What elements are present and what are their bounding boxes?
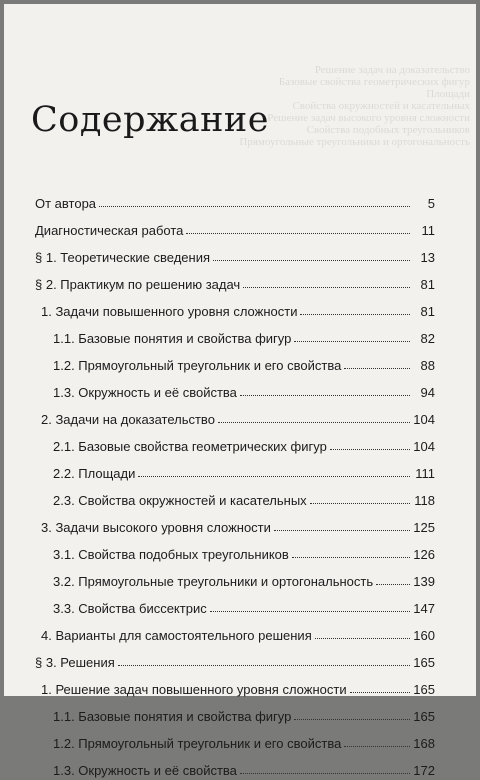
toc-entry-page-number: 165 [413, 709, 435, 724]
toc-entry-label: 2.2. Площади [53, 466, 136, 481]
table-of-contents [35, 186, 435, 780]
dot-leader [99, 206, 410, 207]
dot-leader [376, 584, 410, 585]
ghost-line: Решение задач высокого уровня сложности [267, 112, 470, 124]
toc-entry[interactable] [35, 537, 435, 564]
ghost-line: Свойства подобных треугольников [306, 124, 470, 136]
book-page [4, 4, 476, 778]
toc-entry[interactable] [35, 213, 435, 240]
toc-entry-page-number: 165 [413, 682, 435, 697]
toc-entry-page-number: 172 [413, 763, 435, 778]
toc-entry-label: 3.1. Свойства подобных треугольников [53, 547, 289, 562]
dot-leader [243, 287, 410, 288]
toc-entry-page-number: 104 [413, 412, 435, 427]
ghost-line: Площади [426, 88, 470, 100]
toc-entry-label: 3.3. Свойства биссектрис [53, 601, 207, 616]
toc-entry[interactable] [35, 591, 435, 618]
toc-entry-page-number: 81 [420, 277, 435, 292]
ghost-line: Свойства окружностей и касательных [292, 100, 470, 112]
toc-entry[interactable] [35, 753, 435, 780]
toc-entry-page-number: 104 [413, 439, 435, 454]
toc-entry[interactable] [35, 429, 435, 456]
dot-leader [292, 557, 410, 558]
toc-entry[interactable] [35, 564, 435, 591]
dot-leader [213, 260, 410, 261]
ghost-line: Прямоугольные треугольники и ортогональность [239, 136, 470, 148]
toc-entry[interactable] [35, 483, 435, 510]
toc-entry-page-number: 13 [420, 250, 435, 265]
toc-entry-label: Диагностическая работа [35, 223, 184, 238]
toc-entry-page-number: 118 [414, 493, 435, 508]
toc-entry[interactable] [35, 456, 435, 483]
dot-leader [118, 665, 410, 666]
toc-entry[interactable] [35, 726, 435, 753]
dot-leader [310, 503, 410, 504]
toc-entry[interactable] [35, 645, 435, 672]
dot-leader [240, 395, 410, 396]
toc-entry-page-number: 81 [420, 304, 435, 319]
toc-entry-label: 2.1. Базовые свойства геометрических фигур [53, 439, 327, 454]
toc-entry-label: 1. Задачи повышенного уровня сложности [41, 304, 298, 319]
toc-entry[interactable] [35, 321, 435, 348]
toc-entry-label: 1.3. Окружность и её свойства [53, 385, 237, 400]
toc-entry-label: 2.3. Свойства окружностей и касательных [53, 493, 307, 508]
toc-entry[interactable] [35, 618, 435, 645]
toc-entry-page-number: 126 [413, 547, 435, 562]
toc-entry[interactable] [35, 186, 435, 213]
toc-entry[interactable] [35, 510, 435, 537]
toc-entry-label: 3. Задачи высокого уровня сложности [41, 520, 271, 535]
toc-entry[interactable] [35, 699, 435, 726]
dot-leader [294, 341, 410, 342]
dot-leader [210, 611, 410, 612]
toc-entry-label: 1.2. Прямоугольный треугольник и его свойства [53, 358, 342, 373]
toc-entry[interactable] [35, 267, 435, 294]
toc-entry[interactable] [35, 294, 435, 321]
toc-entry-label: От автора [35, 196, 97, 211]
toc-entry-page-number: 168 [413, 736, 435, 751]
toc-entry-page-number: 5 [427, 196, 435, 211]
toc-entry[interactable] [35, 672, 435, 699]
toc-entry-page-number: 111 [415, 466, 435, 481]
ghost-line: Базовые свойства геометрических фигур [278, 76, 470, 88]
toc-entry-label: 4. Варианты для самостоятельного решения [41, 628, 312, 643]
toc-entry[interactable] [35, 348, 435, 375]
dot-leader [138, 476, 410, 477]
dot-leader [344, 746, 410, 747]
toc-entry-label: 3.2. Прямоугольные треугольники и ортогональность [53, 574, 374, 589]
toc-entry-label: § 3. Решения [35, 655, 115, 670]
toc-entry-page-number: 94 [420, 385, 435, 400]
dot-leader [344, 368, 410, 369]
toc-entry-page-number: 160 [413, 628, 435, 643]
dot-leader [240, 773, 410, 774]
dot-leader [315, 638, 410, 639]
dot-leader [274, 530, 410, 531]
toc-entry[interactable] [35, 402, 435, 429]
toc-entry-page-number: 139 [413, 574, 435, 589]
dot-leader [294, 719, 410, 720]
toc-entry[interactable] [35, 375, 435, 402]
toc-entry-label: 1.3. Окружность и её свойства [53, 763, 237, 778]
toc-entry-label: 1.1. Базовые понятия и свойства фигур [53, 331, 292, 346]
toc-entry-label: § 1. Теоретические сведения [35, 250, 211, 265]
toc-entry-label: 2. Задачи на доказательство [41, 412, 215, 427]
toc-entry-page-number: 82 [420, 331, 435, 346]
ghost-line: Решение задач на доказательство [314, 64, 470, 76]
dot-leader [300, 314, 410, 315]
toc-entry-page-number: 165 [413, 655, 435, 670]
toc-entry-page-number: 11 [421, 223, 435, 238]
dot-leader [330, 449, 410, 450]
page-title: Содержание [31, 100, 269, 140]
toc-entry-label: 1. Решение задач повышенного уровня сложности [41, 682, 347, 697]
toc-entry-page-number: 88 [420, 358, 435, 373]
toc-entry-page-number: 147 [413, 601, 435, 616]
dot-leader [350, 692, 410, 693]
dot-leader [218, 422, 410, 423]
dot-leader [186, 233, 410, 234]
toc-entry-page-number: 125 [413, 520, 435, 535]
toc-entry-label: 1.2. Прямоугольный треугольник и его свойства [53, 736, 342, 751]
toc-entry-label: 1.1. Базовые понятия и свойства фигур [53, 709, 292, 724]
toc-entry-label: § 2. Практикум по решению задач [35, 277, 241, 292]
toc-entry[interactable] [35, 240, 435, 267]
